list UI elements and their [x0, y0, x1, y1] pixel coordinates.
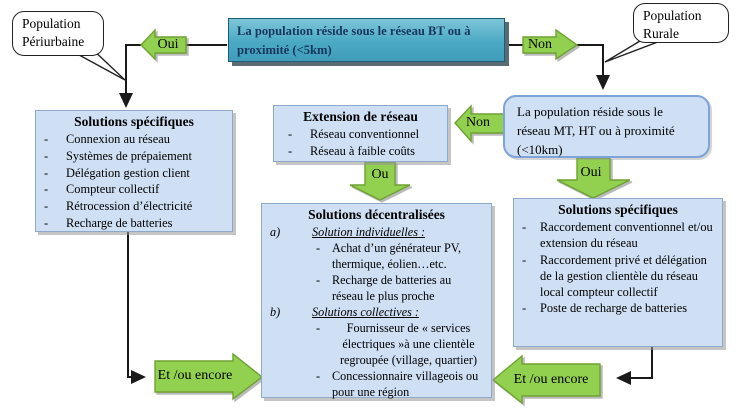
label-oui-down: Oui	[580, 165, 602, 180]
decentral-solutions-box	[261, 203, 492, 398]
bullet-dash: -	[316, 241, 321, 255]
connector-left-box-to-encore	[128, 232, 144, 377]
bullet-dash: -	[316, 369, 321, 383]
list-item: - Recharge de batteries au réseau le plus proche	[316, 273, 452, 303]
label-ou-down: Ou	[371, 167, 389, 182]
bullet-dash: -	[522, 301, 527, 316]
speech-bubble-periurbaine: Population Périurbaine	[12, 11, 104, 56]
decentral-section-a: a) Solution individuelles :	[270, 225, 426, 239]
left-box-items	[36, 131, 232, 232]
bullet-dash: -	[522, 252, 527, 267]
list-item: - Raccordement privé et délégation de la gestion clientèle du réseau local compteur collectif	[522, 252, 707, 300]
bullet-dash: -	[44, 165, 49, 180]
speech-bubble-rurale: Population Rurale	[633, 3, 729, 43]
list-item: - Fournisseur de « services électriques »à une clientèle regroupée (village, quartier)	[316, 321, 478, 367]
list-item: - Réseau conventionnel	[288, 127, 420, 141]
bullet-dash: -	[44, 148, 49, 163]
extension-box-title: Extension de réseau	[303, 109, 418, 124]
list-item: - Achat d’un générateur PV, thermique, éolien…etc.	[316, 241, 462, 271]
list-item: - Réseau à faible coûts	[288, 143, 415, 158]
right-box-title: Solutions spécifiques	[558, 202, 678, 217]
left-solutions-box	[35, 110, 233, 232]
list-item: - Systèmes de prépaiement	[44, 148, 192, 163]
bullet-dash: -	[288, 143, 293, 158]
bullet-dash: -	[522, 220, 527, 234]
list-item: - Recharge de batteries	[44, 215, 173, 230]
label-non-right: Non	[527, 37, 553, 52]
list-item: - Raccordement conventionnel et/ou extension du réseau	[522, 220, 713, 251]
extension-box-items	[274, 126, 447, 160]
left-box-title: Solutions spécifiques	[74, 114, 194, 129]
decision-bt-box: La population réside sous le réseau BT ou à proximité (<5km)	[228, 18, 505, 62]
list-item: - Rétrocession d’électricité	[44, 199, 193, 214]
right-solutions-box	[513, 198, 723, 347]
list-item: - Compteur collectif	[44, 182, 160, 197]
bullet-dash: -	[288, 127, 293, 141]
list-item: - Poste de recharge de batteries	[522, 301, 688, 316]
list-item: - Connexion au réseau	[44, 132, 170, 146]
decentral-section-b: b) Solutions collectives :	[270, 305, 419, 319]
connector-right-box-to-encore	[618, 347, 652, 378]
connector-down-to-mt-box	[576, 45, 603, 88]
label-encore-left: Et /ou encore	[157, 368, 233, 383]
label-non-mid: Non	[465, 115, 491, 130]
right-box-items	[514, 219, 722, 317]
bullet-dash: -	[44, 215, 49, 230]
extension-box	[273, 105, 448, 162]
bullet-dash: -	[44, 199, 49, 214]
label-oui-left: Oui	[157, 37, 179, 52]
bullet-dash: -	[316, 273, 321, 287]
bullet-dash: -	[44, 132, 49, 146]
decision-mt-box: La population réside sous le réseau MT, HT ou à proximité (<10km)	[503, 95, 710, 158]
label-encore-right: Et /ou encore	[513, 372, 589, 387]
list-item: - Concessionnaire villageois ou pour une région	[316, 369, 479, 399]
bullet-dash: -	[316, 321, 321, 335]
decentral-box-title: Solutions décentralisées	[308, 207, 445, 222]
list-item: - Délégation gestion client	[44, 165, 190, 180]
bullet-dash: -	[44, 182, 49, 197]
connector-down-to-left-box	[126, 45, 141, 106]
